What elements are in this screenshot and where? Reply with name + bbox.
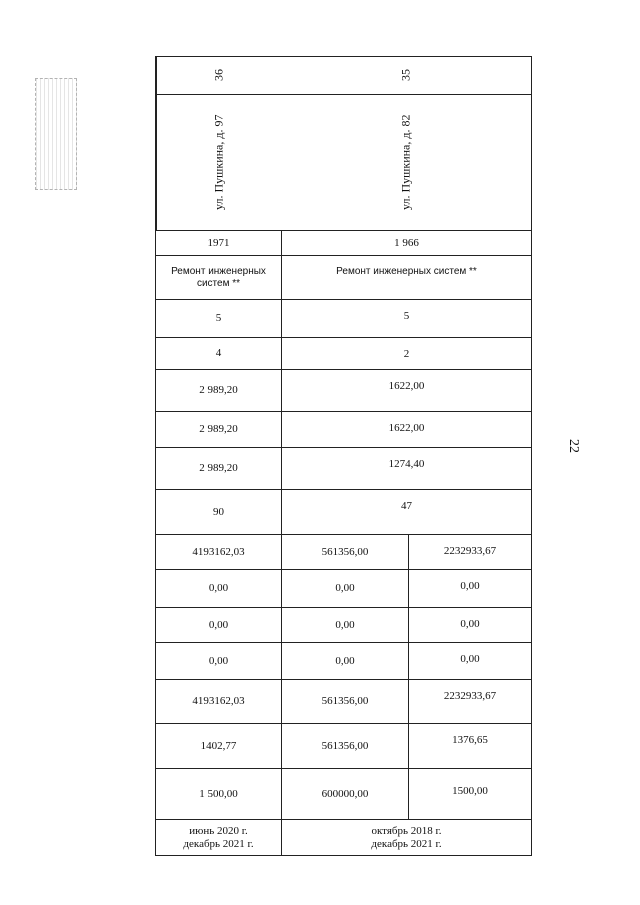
table-row — [156, 723, 531, 768]
table-row — [156, 607, 531, 642]
cost-left: 0,00 — [156, 643, 282, 679]
cost-left: 4193162,03 — [156, 535, 282, 569]
area-living-left: 2 989,20 — [156, 412, 282, 447]
address-right: ул. Пушкина, д. 82 — [398, 114, 413, 211]
cost-left: 4193162,03 — [156, 680, 282, 723]
cost-left: 1402,77 — [156, 724, 282, 768]
dates-right: октябрь 2018 г. декабрь 2021 г. — [371, 824, 442, 850]
table-row — [156, 819, 531, 855]
repair-program-table — [155, 56, 532, 856]
house-number-left: 36 — [156, 57, 282, 94]
cost-far: 2232933,67 — [443, 545, 497, 557]
work-type-right: Ремонт инженерных систем ** — [336, 266, 477, 277]
house-number-right: 35 — [398, 69, 413, 82]
cost-left: 1 500,00 — [156, 769, 282, 819]
area-living-right: 1622,00 — [388, 422, 425, 434]
cost-far: 0,00 — [460, 580, 480, 592]
area-owned-right: 1274,40 — [388, 458, 425, 470]
area-total-left: 2 989,20 — [156, 370, 282, 411]
cost-far: 1376,65 — [452, 734, 488, 746]
table-row — [156, 768, 531, 819]
cost-mid: 561356,00 — [282, 680, 409, 723]
cost-far: 1500,00 — [452, 785, 488, 797]
table-row — [156, 447, 531, 489]
cost-mid: 561356,00 — [282, 724, 409, 768]
cost-left: 0,00 — [156, 608, 282, 642]
table-row — [156, 230, 531, 255]
faded-stamp — [35, 78, 77, 190]
cost-mid: 561356,00 — [282, 535, 409, 569]
entrances-right: 2 — [403, 348, 410, 360]
table-row — [156, 299, 531, 337]
table-row — [156, 337, 531, 369]
table-row — [156, 411, 531, 447]
cost-far: 0,00 — [460, 618, 480, 630]
table-row — [156, 534, 531, 569]
cost-mid: 0,00 — [282, 570, 409, 607]
page-number: 22 — [566, 439, 581, 453]
table-row — [156, 489, 531, 534]
entrances-left: 4 — [156, 338, 282, 369]
area-owned-left: 2 989,20 — [156, 448, 282, 489]
cost-mid: 0,00 — [282, 643, 409, 679]
residents-left: 90 — [156, 490, 282, 534]
address-left: ул. Пушкина, д. 97 — [156, 95, 282, 230]
cost-mid: 600000,00 — [282, 769, 409, 819]
year-right: 1 966 — [394, 236, 419, 249]
table-row — [156, 94, 531, 230]
residents-right: 47 — [401, 500, 412, 512]
table-row — [156, 569, 531, 607]
area-total-right: 1622,00 — [388, 380, 425, 392]
cost-left: 0,00 — [156, 570, 282, 607]
cost-far: 2232933,67 — [443, 690, 497, 702]
table-row — [156, 255, 531, 299]
table-row — [156, 369, 531, 411]
dates-left: июнь 2020 г. декабрь 2021 г. — [156, 820, 282, 855]
table-row — [156, 57, 531, 94]
table-row — [156, 679, 531, 723]
cost-far: 0,00 — [460, 653, 480, 665]
floors-right: 5 — [403, 310, 410, 322]
table-row — [156, 642, 531, 679]
cost-mid: 0,00 — [282, 608, 409, 642]
year-left: 1971 — [156, 231, 282, 255]
floors-left: 5 — [156, 300, 282, 337]
work-type-left: Ремонт инженерных систем ** — [156, 256, 282, 299]
